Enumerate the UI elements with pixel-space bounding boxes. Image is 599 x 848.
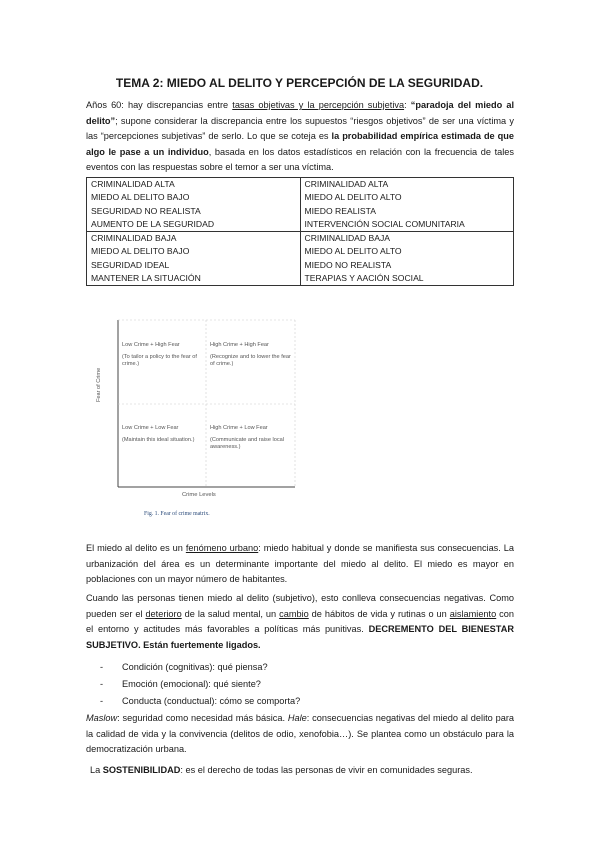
text-run: : miedo habitual y donde se manifiesta sus consecuencias. La urbanización del área es un determinante importante del miedo al delito. El miedo es mayor en poblaciones con un mayor número de habitantes.	[86, 543, 514, 585]
quadrant-note: (Recognize and to lower the fear of crime.)	[210, 354, 291, 367]
quadrant-bottom-left	[122, 425, 202, 444]
list-item	[100, 659, 300, 676]
bold-text: la probabilidad empírica estimada de que algo le pase a un individuo	[86, 131, 514, 157]
table-cell	[300, 178, 514, 232]
paragraph-urban	[86, 541, 514, 588]
underlined-text: aislamiento	[449, 608, 497, 619]
cell-line: CRIMINALIDAD ALTA	[304, 179, 389, 189]
underlined-text: cambio	[279, 608, 309, 619]
cell-line: AUMENTO DE LA SEGURIDAD	[91, 218, 215, 229]
quadrant-bottom-right	[210, 425, 292, 451]
list-item-text: Conducta (conductual): cómo se comporta?	[122, 695, 301, 706]
text-run: con el entorno y actitudes más favorables a políticas más punitivas.	[86, 608, 514, 635]
x-axis-label: Crime Levels	[182, 492, 216, 498]
text-run: de hábitos de vida y rutinas o un	[308, 608, 450, 619]
cell-line: MANTENER LA SITUACIÓN	[91, 273, 201, 284]
list-item-text: Condición (cognitivas): qué piensa?	[122, 662, 268, 672]
quadrant-title: Low Crime + Low Fear	[122, 425, 179, 431]
text-run: de la salud mental, un	[181, 608, 280, 619]
text-run: Cuando las personas tienen miedo al delito (subjetivo), esto conlleva consecuencias negativas. Como pueden ser el	[86, 593, 514, 619]
italic-text: Hale	[287, 713, 307, 723]
paragraph-sostenibilidad	[90, 763, 518, 779]
table-cell	[87, 232, 301, 286]
bullet-list	[100, 659, 300, 709]
quadrant-top-left	[122, 342, 202, 368]
cell-line: SEGURIDAD NO REALISTA	[91, 205, 201, 216]
text-run: El miedo al delito es un	[86, 543, 186, 553]
quadrant-note: (Maintain this ideal situation.)	[122, 437, 195, 443]
quadrant-note: (To tailor a policy to the fear of crime.)	[122, 354, 197, 367]
cell-line: CRIMINALIDAD ALTA	[91, 179, 175, 189]
text-run: :	[404, 100, 411, 110]
list-item	[100, 676, 300, 693]
cell-line: MIEDO REALISTA	[304, 205, 376, 216]
cell-line: MIEDO AL DELITO BAJO	[91, 246, 190, 257]
table-row	[87, 232, 514, 286]
paragraph-maslow-hale	[86, 711, 514, 758]
italic-text: Maslow	[86, 713, 118, 723]
cell-line: MIEDO AL DELITO ALTO	[304, 192, 402, 203]
cell-line: MIEDO NO REALISTA	[304, 259, 392, 270]
list-item	[100, 693, 300, 710]
text-run: La	[90, 765, 103, 775]
underlined-text: fenómeno urbano	[185, 543, 259, 553]
cell-line: MIEDO AL DELITO BAJO	[91, 192, 190, 203]
table-cell	[87, 178, 301, 232]
bold-text: SOSTENIBILIDAD	[102, 765, 181, 775]
bold-text: “paradoja del miedo al delito”	[86, 100, 515, 126]
underlined-text: tasas objetivas y la percepción subjetiva	[232, 100, 405, 110]
cell-line: CRIMINALIDAD BAJA	[91, 233, 177, 244]
quadrant-top-right	[210, 342, 292, 368]
cell-line: SEGURIDAD IDEAL	[91, 259, 170, 270]
dash-bullet: -	[100, 695, 104, 706]
dash-bullet: -	[100, 678, 104, 689]
y-axis-label: Fear of Crime	[96, 367, 102, 402]
dash-bullet: -	[100, 662, 104, 672]
text-run: , basada en los datos estadísticos en relación con la frecuencia de tales eventos con las respuestas sobre el temor a ser una víctima.	[86, 146, 514, 173]
table-row	[87, 178, 514, 232]
quadrant-title: High Crime + High Fear	[210, 342, 269, 348]
text-run: ; supone considerar la discrepancia entre los supuestos “riesgos objetivos” de ser una víctima y las “percepciones subjetivas” de serlo. Lo que se coteja es	[86, 115, 514, 142]
cell-line: TERAPIAS Y AACIÓN SOCIAL	[304, 273, 424, 284]
text-run: : seguridad como necesidad más básica.	[117, 713, 288, 723]
paragraph-consequences	[86, 591, 514, 653]
intro-paragraph	[86, 98, 514, 176]
figure-caption: Fig. 1. Fear of crime matrix.	[144, 511, 210, 517]
crime-fear-table	[86, 177, 514, 286]
page-title: TEMA 2: MIEDO AL DELITO Y PERCEPCIÓN DE LA SEGURIDAD.	[115, 76, 484, 90]
quadrant-title: Low Crime + High Fear	[122, 342, 180, 348]
quadrant-title: High Crime + Low Fear	[210, 425, 268, 431]
text-run: Años 60: hay discrepancias entre	[86, 100, 233, 110]
bold-text: DECREMENTO DEL BIENESTAR SUBJETIVO. Están fuertemente ligados.	[86, 624, 514, 650]
cell-line: INTERVENCIÓN SOCIAL COMUNITARIA	[304, 218, 465, 229]
underlined-text: deterioro	[145, 608, 182, 619]
list-item-text: Emoción (emocional): qué siente?	[122, 678, 261, 689]
table-cell	[300, 232, 514, 286]
text-run: : consecuencias negativas del miedo al delito para la calidad de vida y la convivencia (delitos de odio, xenofobia…). Se plantea como un obstáculo para la democratización urbana.	[86, 713, 514, 755]
cell-line: MIEDO AL DELITO ALTO	[304, 246, 402, 257]
text-run: : es el derecho de todas las personas de vivir en comunidades seguras.	[180, 765, 473, 775]
cell-line: CRIMINALIDAD BAJA	[304, 233, 390, 244]
quadrant-note: (Communicate and raise local awareness.)	[210, 437, 284, 450]
